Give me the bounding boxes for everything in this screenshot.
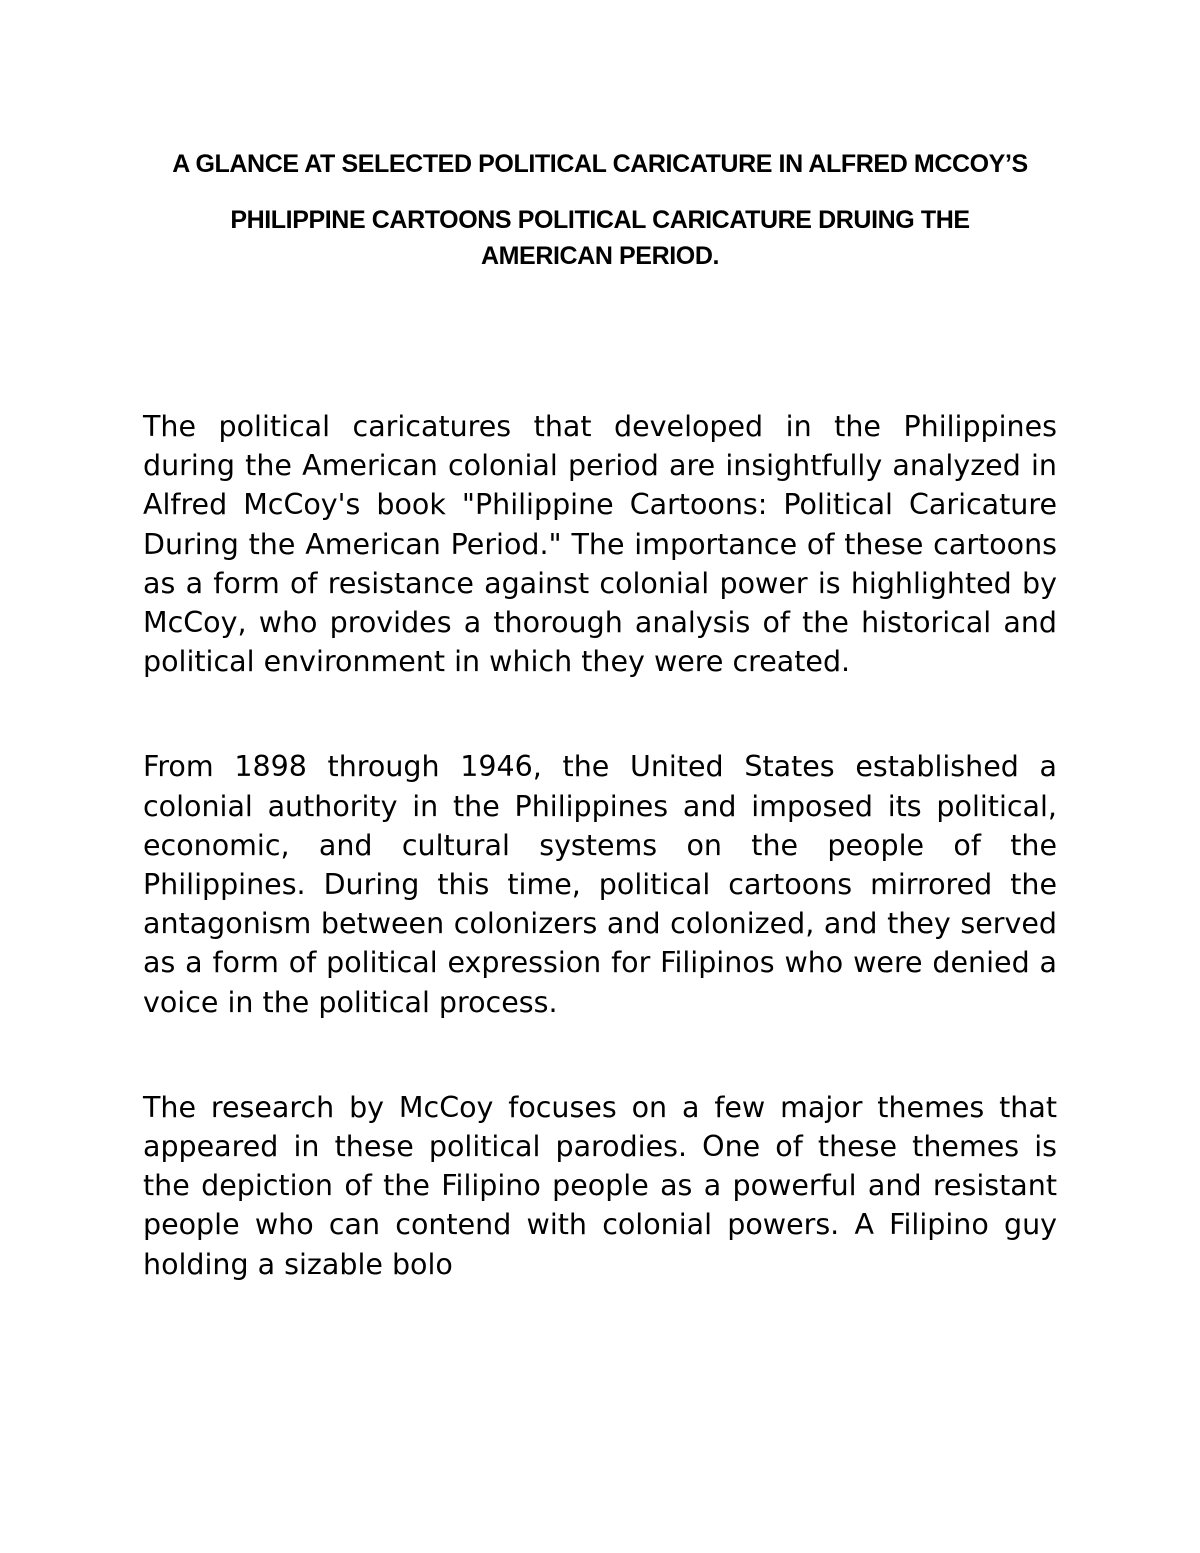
paragraph-3: The research by McCoy focuses on a few major themes that appeared in these political parodies. One of these themes is the depiction of the Filipino people as a powerful and resistant people who can contend with colonial powers. A Filipino guy holding a sizable bolo — [143, 1090, 1057, 1281]
document-body — [143, 407, 1057, 1284]
title-line-3: AMERICAN PERIOD. — [480, 242, 720, 270]
title-line-1: A GLANCE AT SELECTED POLITICAL CARICATURE IN ALFRED MCCOY’S — [172, 150, 1028, 178]
paragraph-1: The political caricatures that developed in the Philippines during the American colonial period are insightfully analyzed in Alfred McCoy's book "Philippine Cartoons: Political Caricature During the American Period." The importance of these cartoons as a form of resistance against colonial power is highlighted by McCoy, who provides a thorough analysis of the historical and political environment in which they were created. — [143, 410, 1057, 679]
document-title — [120, 146, 1080, 274]
paragraph-2: From 1898 through 1946, the United States established a colonial authority in the Philippines and imposed its political, economic, and cultural systems on the people of the Philippines. During this time, political cartoons mirrored the antagonism between colonizers and colonized, and they served as a form of political expression for Filipinos who were denied a voice in the political process. — [143, 750, 1057, 1019]
title-line-2: PHILIPPINE CARTOONS POLITICAL CARICATURE DRUING THE — [230, 206, 970, 234]
